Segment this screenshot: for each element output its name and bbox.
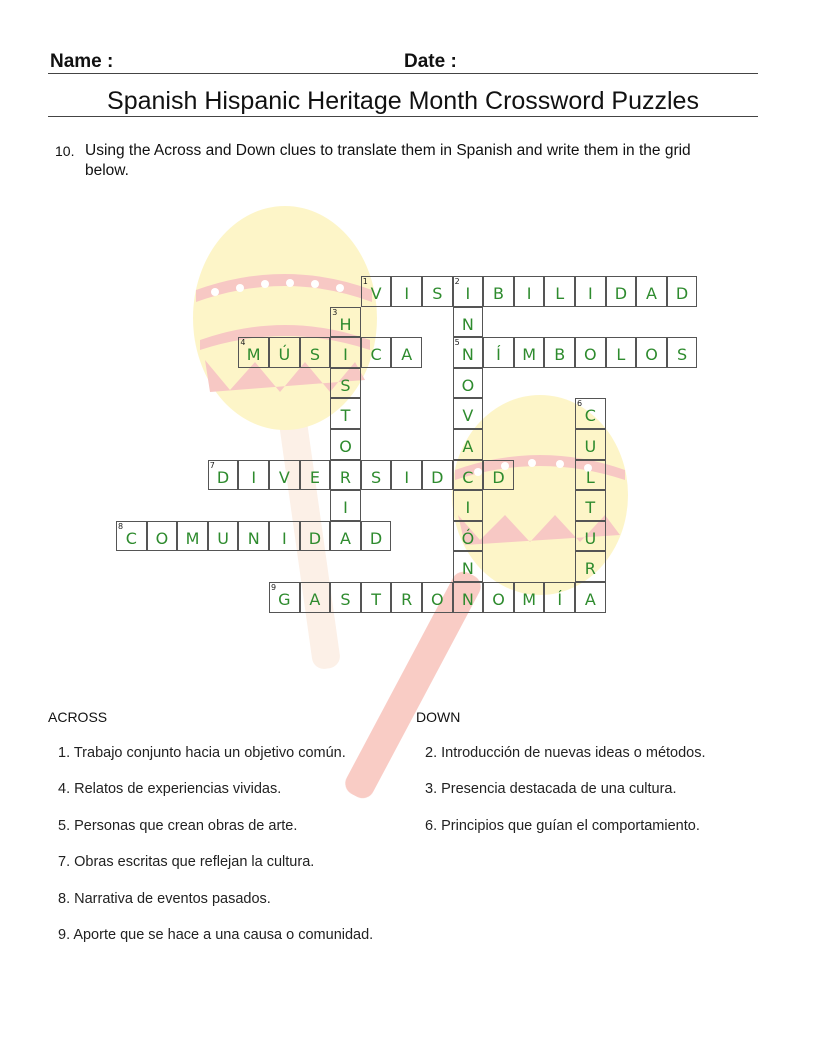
grid-cell[interactable] [422, 460, 453, 491]
across-clue: 5. Personas que crean obras de arte. [58, 818, 298, 834]
grid-cell[interactable] [300, 521, 331, 552]
clue-number: 3 [332, 307, 338, 317]
cell-letter: O [155, 528, 169, 548]
clue-number: 2 [454, 277, 460, 286]
cell-letter: D [216, 467, 230, 487]
cell-letter: S [340, 375, 351, 395]
grid-cell[interactable] [606, 276, 637, 307]
cell-letter: U [584, 528, 597, 548]
grid-cell[interactable] [483, 276, 514, 307]
grid-cell[interactable] [544, 582, 575, 613]
across-clue: 8. Narrativa de eventos pasados. [58, 891, 271, 907]
cell-letter: U [217, 528, 229, 548]
grid-cell[interactable] [147, 521, 178, 552]
grid-cell[interactable] [269, 337, 300, 368]
cell-letter: I [465, 498, 471, 518]
instruction-number: 10. [55, 143, 75, 159]
cell-letter: M [522, 345, 536, 365]
grid-cell[interactable] [330, 307, 361, 338]
instruction-text: Using the Across and Down clues to translate them in Spanish and write them in the grid below. [85, 142, 691, 179]
clue-number: 4 [240, 338, 246, 348]
cell-letter: B [554, 345, 566, 365]
cell-letter: R [401, 590, 413, 609]
across-heading: ACROSS [48, 709, 108, 725]
grid-cell[interactable] [238, 521, 269, 552]
across-clue: 4. Relatos de experiencias vividas. [58, 781, 282, 797]
cell-letter: Í [557, 590, 563, 609]
grid-cell[interactable] [391, 460, 422, 491]
name-label: Name : [50, 51, 114, 72]
grid-cell[interactable] [514, 276, 545, 307]
grid-cell[interactable] [453, 429, 484, 460]
cell-letter: N [461, 345, 474, 365]
cell-letter: S [677, 345, 688, 365]
cell-letter: D [369, 528, 383, 548]
cell-letter: Ú [278, 345, 291, 365]
cell-letter: I [281, 528, 287, 548]
cell-letter: E [309, 467, 320, 487]
grid-cell[interactable] [238, 460, 269, 491]
cell-letter: M [185, 528, 200, 548]
grid-cell[interactable] [361, 582, 392, 613]
cell-letter: V [278, 467, 290, 487]
cell-letter: H [339, 314, 352, 334]
cell-letter: I [465, 284, 471, 303]
grid-cell[interactable] [575, 460, 606, 491]
grid-cell[interactable] [330, 490, 361, 521]
grid-cell[interactable] [391, 337, 422, 368]
grid-cell[interactable] [269, 521, 300, 552]
cell-letter: I [251, 467, 257, 487]
grid-cell[interactable] [453, 398, 484, 429]
clue-number: 1 [362, 277, 368, 286]
grid-cell[interactable] [575, 398, 606, 429]
grid-cell[interactable] [330, 398, 361, 429]
grid-cell[interactable] [575, 521, 606, 552]
cell-letter: N [461, 590, 474, 609]
grid-cell[interactable] [391, 582, 422, 613]
grid-cell[interactable] [667, 276, 698, 307]
grid-cell[interactable] [330, 521, 361, 552]
cell-letter: D [614, 284, 628, 303]
cell-letter: A [309, 590, 321, 609]
cell-letter: N [247, 528, 260, 548]
grid-cell[interactable] [300, 582, 331, 613]
grid-cell[interactable] [330, 582, 361, 613]
cell-letter: N [461, 314, 474, 334]
down-clue: 3. Presencia destacada de una cultura. [425, 781, 677, 797]
cell-letter: I [343, 345, 348, 365]
cell-letter: N [461, 559, 474, 579]
grid-cell[interactable] [453, 337, 484, 368]
date-label: Date : [404, 51, 457, 72]
cell-letter: D [431, 467, 444, 487]
grid-cell[interactable] [483, 582, 514, 613]
grid-cell[interactable] [269, 582, 300, 613]
grid-cell[interactable] [208, 460, 239, 491]
cell-letter: V [462, 406, 474, 426]
cell-letter: I [404, 467, 410, 487]
grid-cell[interactable] [391, 276, 422, 307]
grid-cell[interactable] [361, 521, 392, 552]
down-clue: 2. Introducción de nuevas ideas o métodos. [425, 745, 706, 761]
cell-letter: O [431, 590, 444, 609]
cell-letter: I [404, 284, 410, 303]
grid-cell[interactable] [544, 337, 575, 368]
cell-letter: D [308, 528, 322, 548]
cell-letter: S [340, 590, 351, 609]
cell-letter: A [340, 528, 351, 548]
cell-letter: O [492, 590, 505, 609]
cell-letter: I [526, 284, 532, 303]
clue-number: 5 [454, 338, 460, 348]
cell-letter: V [370, 284, 382, 303]
cell-letter: A [401, 345, 413, 365]
across-clue: 7. Obras escritas que reflejan la cultura. [58, 854, 315, 870]
grid-cell[interactable] [208, 521, 239, 552]
cell-letter: A [584, 590, 596, 609]
grid-cell[interactable] [575, 429, 606, 460]
grid-cell[interactable] [177, 521, 208, 552]
grid-cell[interactable] [453, 276, 484, 307]
grid-cell[interactable] [361, 460, 392, 491]
grid-cell[interactable] [483, 337, 514, 368]
clue-number: 8 [118, 521, 124, 531]
cell-letter: A [646, 284, 657, 303]
grid-cell[interactable] [575, 490, 606, 521]
cell-letter: I [343, 498, 348, 518]
down-clue: 6. Principios que guían el comportamiento. [425, 818, 700, 834]
grid-cell[interactable] [361, 276, 392, 307]
cell-letter: C [370, 345, 382, 365]
cell-letter: A [462, 437, 474, 456]
cell-letter: O [645, 345, 658, 365]
cell-letter: L [616, 345, 626, 365]
cell-letter: C [462, 467, 474, 487]
grid-cell[interactable] [453, 521, 484, 552]
cell-letter: S [309, 345, 320, 365]
down-heading: DOWN [416, 709, 461, 725]
clue-number: 6 [577, 399, 583, 409]
grid-cell[interactable] [636, 337, 667, 368]
across-clue: 9. Aporte que se hace a una causa o comunidad. [58, 927, 374, 943]
cell-letter: R [584, 559, 596, 579]
cell-letter: S [371, 467, 382, 487]
grid-cell[interactable] [453, 551, 484, 582]
cell-letter: R [339, 467, 352, 487]
grid-cell[interactable] [330, 460, 361, 491]
grid-cell[interactable] [514, 582, 545, 613]
grid-cell[interactable] [453, 460, 484, 491]
grid-cell[interactable] [269, 460, 300, 491]
grid-cell[interactable] [453, 490, 484, 521]
grid-cell[interactable] [606, 337, 637, 368]
grid-cell[interactable] [575, 276, 606, 307]
cell-letter: C [584, 406, 596, 426]
cell-letter: M [246, 345, 261, 365]
grid-cell[interactable] [544, 276, 575, 307]
cell-letter: L [585, 467, 595, 487]
cell-letter: O [584, 345, 597, 365]
grid-cell[interactable] [300, 337, 331, 368]
cell-letter: D [492, 467, 505, 487]
grid-cell[interactable] [575, 582, 606, 613]
grid-cell[interactable] [453, 307, 484, 338]
grid-cell[interactable] [330, 429, 361, 460]
grid-cell[interactable] [238, 337, 269, 368]
clue-number: 7 [209, 460, 215, 470]
grid-cell[interactable] [422, 582, 453, 613]
grid-cell[interactable] [483, 460, 514, 491]
grid-cell[interactable] [575, 551, 606, 582]
grid-cell[interactable] [361, 337, 392, 368]
cell-letter: T [371, 590, 381, 609]
cell-letter: O [339, 437, 352, 456]
across-clue: 1. Trabajo conjunto hacia un objetivo común. [58, 745, 346, 761]
cell-letter: D [675, 284, 689, 303]
cell-letter: I [587, 284, 593, 303]
grid-cell[interactable] [453, 368, 484, 399]
grid-cell[interactable] [514, 337, 545, 368]
grid-cell[interactable] [330, 368, 361, 399]
cell-letter: L [555, 284, 565, 303]
cell-letter: O [461, 375, 475, 395]
grid-cell[interactable] [330, 337, 361, 368]
cell-letter: M [522, 590, 536, 609]
cell-letter: B [492, 284, 504, 303]
grid-cell[interactable] [575, 337, 606, 368]
cell-letter: Í [496, 345, 501, 365]
grid-cell[interactable] [667, 337, 698, 368]
cell-letter: T [585, 498, 596, 518]
cell-letter: Ó [461, 528, 475, 548]
grid-cell[interactable] [453, 582, 484, 613]
grid-cell[interactable] [116, 521, 147, 552]
cell-letter: C [125, 528, 137, 548]
page-title: Spanish Hispanic Heritage Month Crossword Puzzles [48, 86, 758, 117]
clue-number: 9 [271, 583, 277, 592]
cell-letter: U [584, 437, 597, 456]
cell-letter: T [340, 406, 351, 426]
cell-letter: G [278, 590, 291, 609]
grid-cell[interactable] [636, 276, 667, 307]
grid-cell[interactable] [422, 276, 453, 307]
cell-letter: S [432, 284, 443, 303]
grid-cell[interactable] [300, 460, 331, 491]
